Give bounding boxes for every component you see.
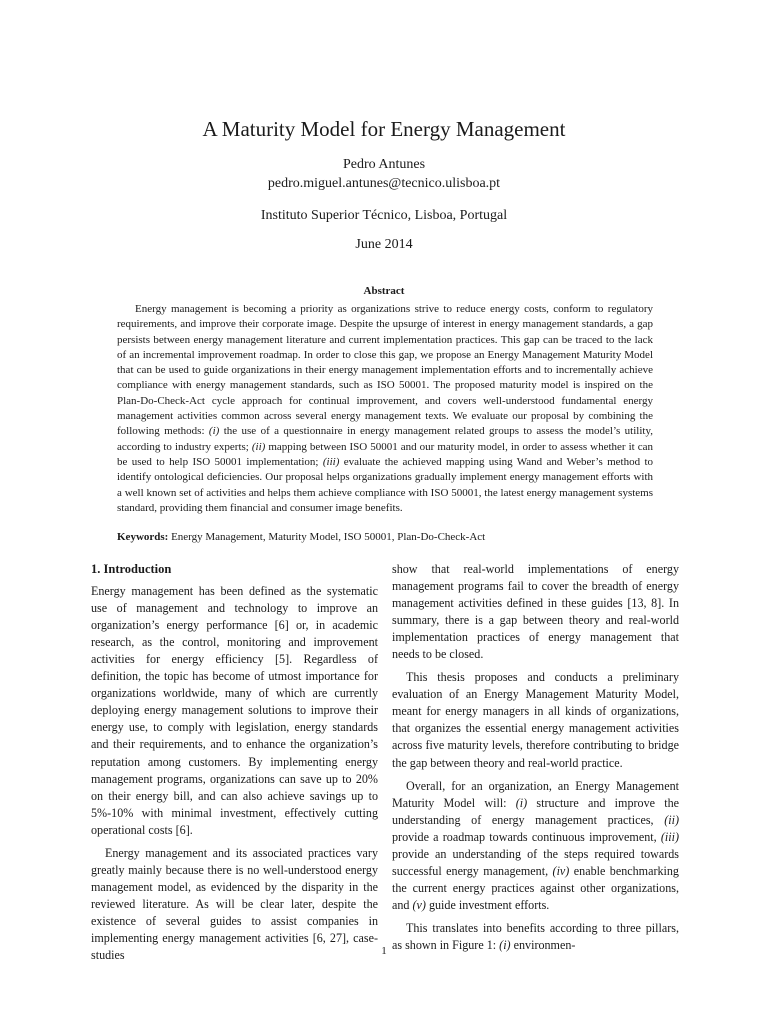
paper-title: A Maturity Model for Energy Management <box>202 117 566 141</box>
page-number: 1 <box>381 945 387 957</box>
p6-marker-i: (i) <box>499 937 511 952</box>
p5-text-d: provide an understanding of the steps required towards successful energy management, <box>392 846 679 878</box>
intro-paragraph-2: Energy management and its associated practices vary greatly mainly because there is no well-understood energy management model, as evidenced by the disparity in the reviewed literature. As will be clear later, despite the existence of several guides to assist companies in implementing energy management activities [6, 27], case-studies <box>91 845 378 963</box>
intro-paragraph-5 <box>392 778 679 914</box>
abstract-text-a: Energy management is becoming a priority as organizations strive to reduce energy costs, conform to regulatory requirements, and improve their corporate image. Despite the upsurge of interest in energy management standards, a gap persists between energy management literature and current implementation practices. This gap can be traced to the lack of an incremental improvement roadmap. In order to close this gap, we propose an Energy Management Maturity Model that can be used to guide organizations in their energy management implementation efforts and to incrementally achieve compliance with energy management standards, such as ISO 50001. The proposed maturity model is inspired on the Plan-Do-Check-Act cycle approach for continual improvement, and covers well-understood fundamental energy management activities common across several energy management texts. We evaluate our proposal by combining the following methods: <box>117 303 653 438</box>
abstract-text-c: mapping between ISO 50001 and our maturity model, in order to assess whether it can be used to help ISO 50001 implementation; <box>117 440 653 468</box>
intro-paragraph-1: Energy management has been defined as the systematic use of management and technology to improve an organization’s energy performance [6] or, in academic research, as the control, monitoring and improvement activities for energy efficiency [5]. Regardless of definition, the topic has become of utmost importance for organizations worldwide, many of which are currently deploying energy management solutions to improve their energy use, to comply with legislation, energy standards and their requirements, and to enhance the organization’s reputation among customers. By implementing energy management programs, organizations can save up to 20% on their energy bill, and can also achieve savings up to 5%-10% with minimal investment, effectively cutting operational costs [6]. <box>91 584 378 837</box>
p5-marker-i: (i) <box>515 795 528 810</box>
intro-paragraph-3: show that real-world implementations of energy management programs fail to cover the breadth of energy management activities defined in these guides [13, 8]. In summary, there is a gap between theory and real-world implementation practices of energy management that needs to be closed. <box>392 562 679 662</box>
p5-text-e: enable benchmarking the current energy practices against other organizations, and <box>392 863 679 912</box>
keywords-label: Keywords: <box>117 531 169 543</box>
p6-text-b: environmen- <box>510 937 576 952</box>
p5-text-b: structure and improve the understanding of energy management practices, <box>392 795 679 827</box>
author-email: pedro.miguel.antunes@tecnico.ulisboa.pt <box>267 176 501 191</box>
abstract-text <box>117 302 653 516</box>
p5-text-a: Overall, for an organization, an Energy Management Maturity Model will: <box>392 778 679 810</box>
p6-text-a: This translates into benefits according to three pillars, as shown in Figure 1: <box>392 920 679 952</box>
intro-paragraph-4: This thesis proposes and conducts a preliminary evaluation of an Energy Management Maturity Model, meant for energy managers in all kinds of organizations, that organizes the essential energy management activities across five maturity levels, therefore contributing to bridge the gap between theory and real-world practice. <box>392 670 679 770</box>
abstract-text-b: the use of a questionnaire in energy management related groups to assess the model’s utility, according to industry experts; <box>117 425 653 453</box>
abstract-text-d: evaluate the achieved mapping using Wand and Weber’s method to identify ontological deficiencies. Our proposal helps organizations gradually implement energy management efforts with a well known set of activities and helps them achieve compliance with ISO 50001, the latest energy management systems standard, providing them financial and consumer image benefits. <box>117 455 653 514</box>
abstract-heading: Abstract <box>363 285 405 297</box>
p5-text-c: provide a roadmap towards continuous improvement, <box>392 829 661 844</box>
p5-marker-ii: (ii) <box>664 812 679 827</box>
right-column <box>392 561 679 960</box>
section-heading: 1. Introduction <box>91 562 172 576</box>
keywords-text: Energy Management, Maturity Model, ISO 50001, Plan-Do-Check-Act <box>171 531 486 543</box>
p5-marker-v: (v) <box>412 897 426 912</box>
p5-text-f: guide investment efforts. <box>425 897 550 912</box>
left-column <box>91 561 378 970</box>
keywords <box>117 530 653 545</box>
p5-marker-iv: (iv) <box>552 863 570 878</box>
abstract-marker-iii: (iii) <box>322 455 340 468</box>
abstract-marker-i: (i) <box>208 425 220 438</box>
author-affiliation: Instituto Superior Técnico, Lisboa, Portugal <box>260 208 508 223</box>
paper-date: June 2014 <box>355 237 413 252</box>
p5-marker-iii: (iii) <box>660 829 679 844</box>
abstract-marker-ii: (ii) <box>251 440 266 453</box>
author-name: Pedro Antunes <box>342 157 426 172</box>
